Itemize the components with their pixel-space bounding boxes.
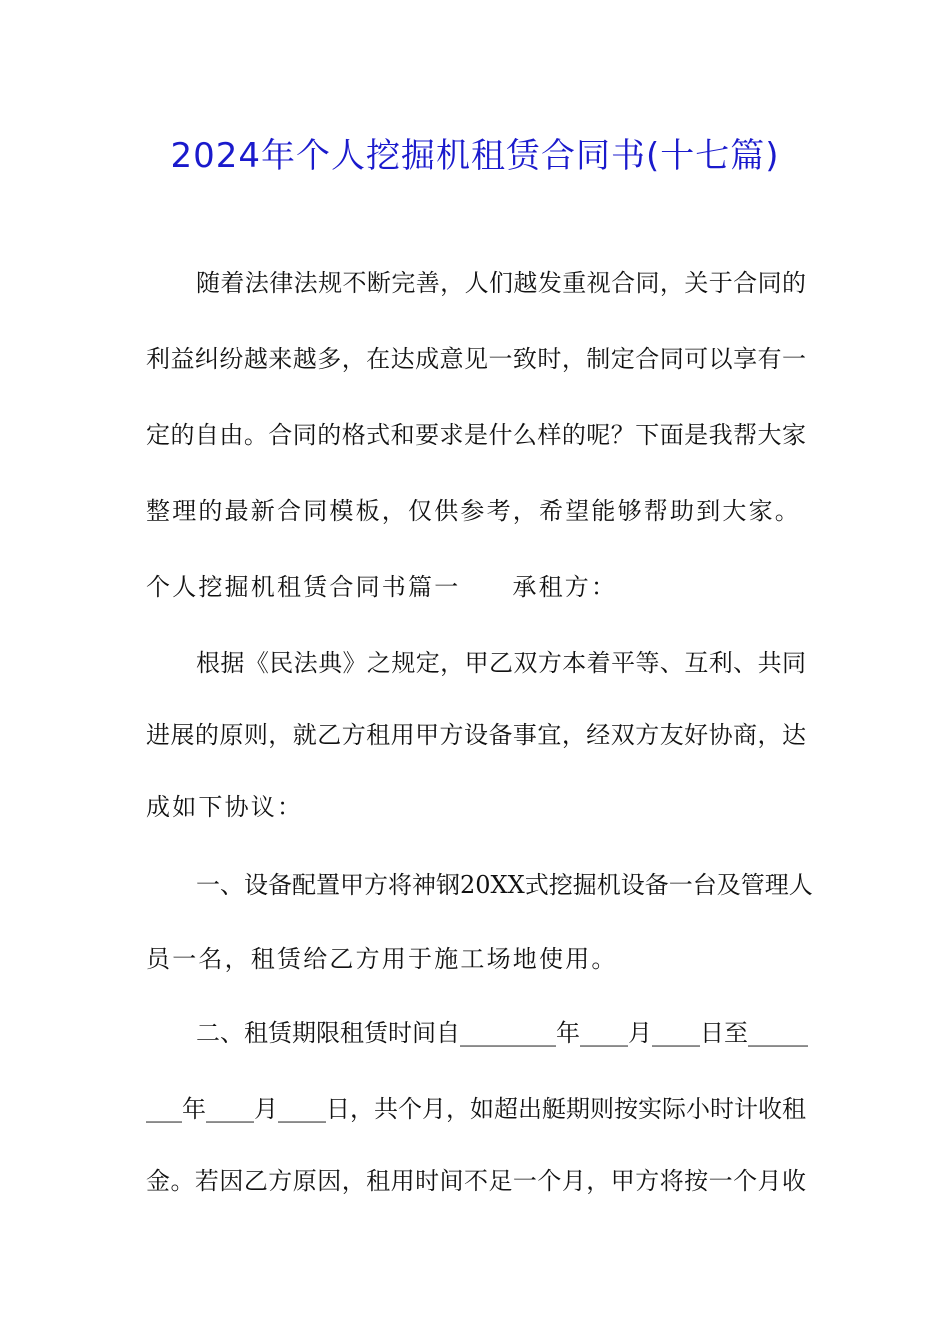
basis-line-3: 成如下协议： [146,793,304,821]
clause2-line-1: 二、租赁期限租赁时间自________年____月____日至_____ [196,1019,808,1047]
clause2-line-2: ___年____月____日，共个月，如超出艇期则按实际小时计收租 [146,1095,806,1123]
clause2-line-3: 金。若因乙方原因，租用时间不足一个月，甲方将按一个月收 [146,1167,806,1195]
intro-line-1: 随着法律法规不断完善，人们越发重视合同，关于合同的 [196,269,806,297]
basis-line-1: 根据《民法典》之规定，甲乙双方本着平等、互利、共同 [196,649,806,677]
intro-line-2: 利益纠纷越来越多，在达成意见一致时，制定合同可以享有一 [146,345,806,373]
lessee-label: 承租方： [512,573,618,601]
intro-line-4: 整理的最新合同模板，仅供参考，希望能够帮助到大家。 [146,497,801,525]
section-heading-line [146,572,806,602]
basis-line-2: 进展的原则，就乙方租用甲方设备事宜，经双方友好协商，达 [146,721,806,749]
section-heading: 个人挖掘机租赁合同书篇一 [146,573,461,601]
document-title: 2024年个人挖掘机租赁合同书(十七篇) [170,136,780,176]
clause1-line-2: 员一名，租赁给乙方用于施工场地使用。 [146,945,618,973]
clause1-line-1: 一、设备配置甲方将神钢20XX式挖掘机设备一台及管理人 [196,871,813,899]
intro-line-3: 定的自由。合同的格式和要求是什么样的呢？下面是我帮大家 [146,421,806,449]
